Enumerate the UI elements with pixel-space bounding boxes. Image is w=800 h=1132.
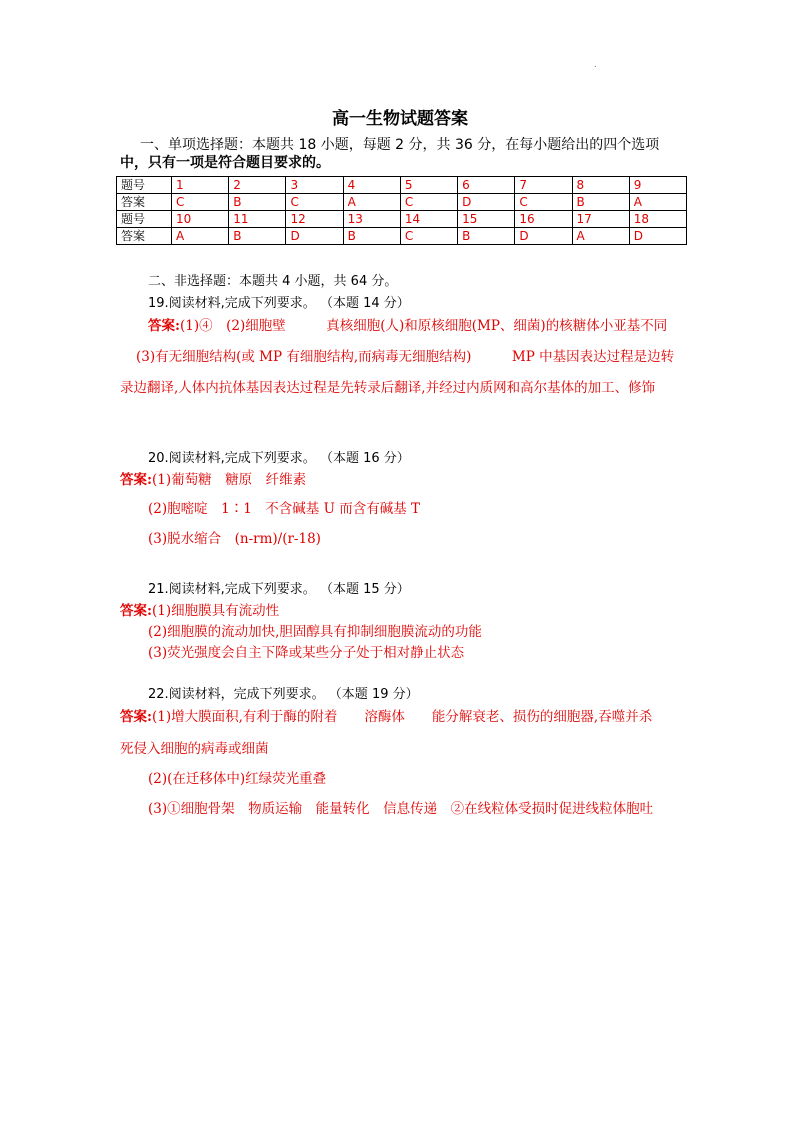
q22-answer-line3: (2)(在迁移体中)红绿荧光重叠 xyxy=(148,771,327,787)
section2-heading: 二、非选择题：本题共 4 小题，共 64 分。 xyxy=(148,274,398,289)
section1-cont: 中，只有一项是符合题目要求的。 xyxy=(120,155,330,171)
answer-table xyxy=(116,176,687,245)
answer-label: 答案: xyxy=(120,709,152,725)
q20-answer-line1 xyxy=(120,468,306,488)
table-cell: 5 xyxy=(400,177,457,194)
q21-answer-line1 xyxy=(120,599,279,619)
table-cell: 15 xyxy=(458,211,515,228)
table-cell: C xyxy=(400,228,457,245)
row-label: 题号 xyxy=(117,177,172,194)
table-cell: 1 xyxy=(172,177,229,194)
table-cell: B xyxy=(343,228,400,245)
table-cell: D xyxy=(458,194,515,211)
table-cell: B xyxy=(229,228,286,245)
q20-answer-line3: (3)脱水缩合 (n-rm)/(r-18) xyxy=(148,531,321,547)
table-cell: C xyxy=(286,194,343,211)
q19-heading: 19.阅读材料,完成下列要求。 （本题 14 分） xyxy=(148,296,410,311)
page-title: 高一生物试题答案 xyxy=(332,109,468,129)
table-cell: 9 xyxy=(629,177,686,194)
answer-text: (1)④ (2)细胞壁 真核细胞(人)和原核细胞(MP、细菌)的核糖体小亚基不同 xyxy=(179,318,668,334)
answer-label: 答案: xyxy=(120,472,152,488)
table-cell: 13 xyxy=(343,211,400,228)
q22-heading: 22.阅读材料，完成下列要求。 （本题 19 分） xyxy=(148,687,419,702)
answer-label: 答案: xyxy=(148,318,180,334)
answer-label: 答案: xyxy=(120,603,152,619)
table-cell: 11 xyxy=(229,211,286,228)
q20-heading: 20.阅读材料,完成下列要求。 （本题 16 分） xyxy=(148,451,410,466)
q19-answer-line3: 录边翻译,人体内抗体基因表达过程是先转录后翻译,并经过内质网和高尔基体的加工、修饰 xyxy=(120,380,656,396)
table-cell: A xyxy=(172,228,229,245)
table-cell: C xyxy=(515,194,572,211)
q22-answer-line1 xyxy=(120,705,652,725)
table-cell: 14 xyxy=(400,211,457,228)
table-cell: 4 xyxy=(343,177,400,194)
table-cell: A xyxy=(572,228,629,245)
table-cell: 17 xyxy=(572,211,629,228)
table-cell: 16 xyxy=(515,211,572,228)
q20-answer-line2: (2)胞嘧啶 1∶1 不含碱基 U 而含有碱基 T xyxy=(148,501,421,517)
table-cell: D xyxy=(515,228,572,245)
row-label: 答案 xyxy=(117,228,172,245)
answer-text: (1)葡萄糖 糖原 纤维素 xyxy=(151,472,307,488)
table-row xyxy=(117,228,687,245)
table-cell: 18 xyxy=(629,211,686,228)
q19-answer-line2: (3)有无细胞结构(或 MP 有细胞结构,而病毒无细胞结构) MP 中基因表达过程是边转 xyxy=(136,349,675,365)
q21-answer-line2: (2)细胞膜的流动加快,胆固醇具有抑制细胞膜流动的功能 xyxy=(148,624,482,640)
table-cell: 6 xyxy=(458,177,515,194)
table-cell: 10 xyxy=(172,211,229,228)
table-cell: 3 xyxy=(286,177,343,194)
table-cell: 7 xyxy=(515,177,572,194)
answer-text: (1)增大膜面积,有利于酶的附着 溶酶体 能分解衰老、损伤的细胞器,吞噬并杀 xyxy=(151,709,653,725)
table-cell: D xyxy=(629,228,686,245)
table-cell: B xyxy=(229,194,286,211)
table-row xyxy=(117,177,687,194)
q22-answer-line4: (3)①细胞骨架 物质运输 能量转化 信息传递 ②在线粒体受损时促进线粒体胞吐 xyxy=(148,801,654,817)
table-cell: C xyxy=(400,194,457,211)
q21-answer-line3: (3)荧光强度会自主下降或某些分子处于相对静止状态 xyxy=(148,645,465,661)
table-cell: C xyxy=(172,194,229,211)
corner-mark: . xyxy=(594,60,597,69)
row-label: 题号 xyxy=(117,211,172,228)
table-cell: 2 xyxy=(229,177,286,194)
q21-heading: 21.阅读材料,完成下列要求。 （本题 15 分） xyxy=(148,582,410,597)
table-cell: B xyxy=(572,194,629,211)
table-cell: 12 xyxy=(286,211,343,228)
table-cell: 8 xyxy=(572,177,629,194)
table-cell: A xyxy=(629,194,686,211)
section1-intro xyxy=(120,136,700,172)
answer-text: (1)细胞膜具有流动性 xyxy=(151,603,280,619)
table-row xyxy=(117,211,687,228)
table-cell: D xyxy=(286,228,343,245)
row-label: 答案 xyxy=(117,194,172,211)
table-row xyxy=(117,194,687,211)
section1-lead: 一、单项选择题：本题共 18 小题，每题 2 分，共 36 分，在每小题给出的四个选项 xyxy=(140,137,660,153)
q22-answer-line2: 死侵入细胞的病毒或细菌 xyxy=(120,741,269,757)
q19-answer-line1 xyxy=(148,314,667,334)
table-cell: A xyxy=(343,194,400,211)
table-cell: B xyxy=(458,228,515,245)
